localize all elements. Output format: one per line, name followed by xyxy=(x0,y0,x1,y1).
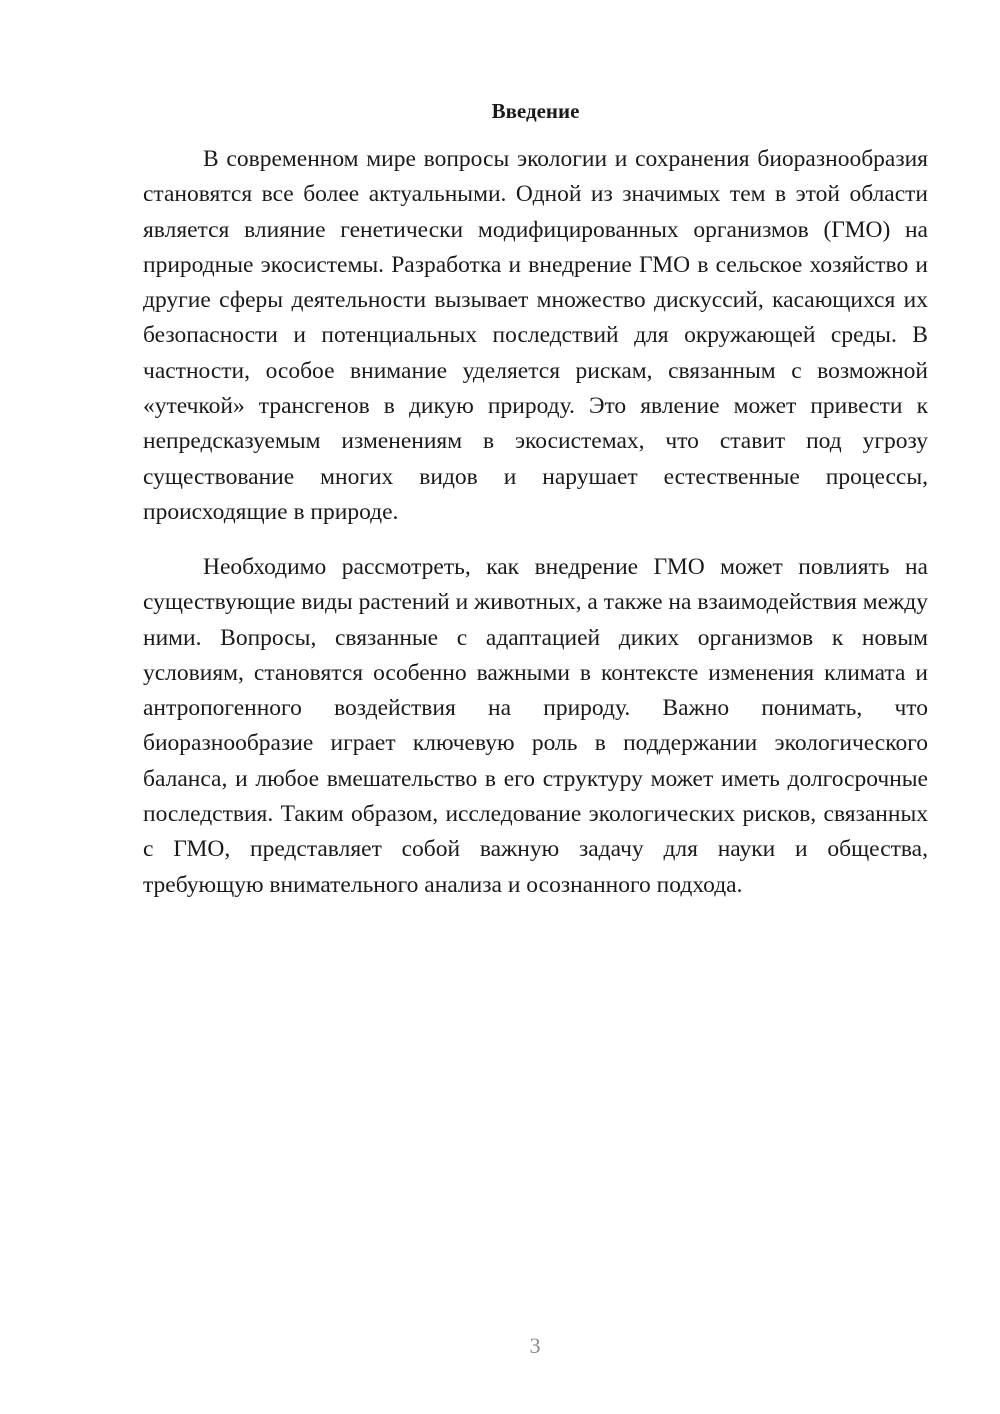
page-number: 3 xyxy=(529,1333,541,1358)
section-heading: Введение xyxy=(491,99,580,123)
paragraph-2: Необходимо рассмотреть, как внедрение ГМО может повлиять на существующие виды растений и животных, а также на взаимодействия между ними. Вопросы, связанные с адаптацией диких организмов к новым условиям, становятся особенно важными в контексте изменения климата и антропогенного воздействия на природу. Важно понимать, что биоразнообразие играет ключевую роль в поддержании экологического баланса, и любое вмешательство в его структуру может иметь долгосрочные последствия. Таким образом, исследование экологических рисков, связанных с ГМО, представляет собой важную задачу для науки и общества, требующую внимательного анализа и осознанного подхода. xyxy=(143,554,928,898)
paragraph-1: В современном мире вопросы экологии и сохранения биоразнообразия становятся все более актуальными. Одной из значимых тем в этой области является влияние генетически модифицированных организмов (ГМО) на природные экосистемы. Разработка и внедрение ГМО в сельское хозяйство и другие сферы деятельности вызывает множество дискуссий, касающихся их безопасности и потенциальных последствий для окружающей среды. В частности, особое внимание уделяется рискам, связанным с возможной «утечкой» трансгенов в дикую природу. Это явление может привести к непредсказуемым изменениям в экосистемах, что ставит под угрозу существование многих видов и нарушает естественные процессы, происходящие в природе. xyxy=(143,146,928,525)
